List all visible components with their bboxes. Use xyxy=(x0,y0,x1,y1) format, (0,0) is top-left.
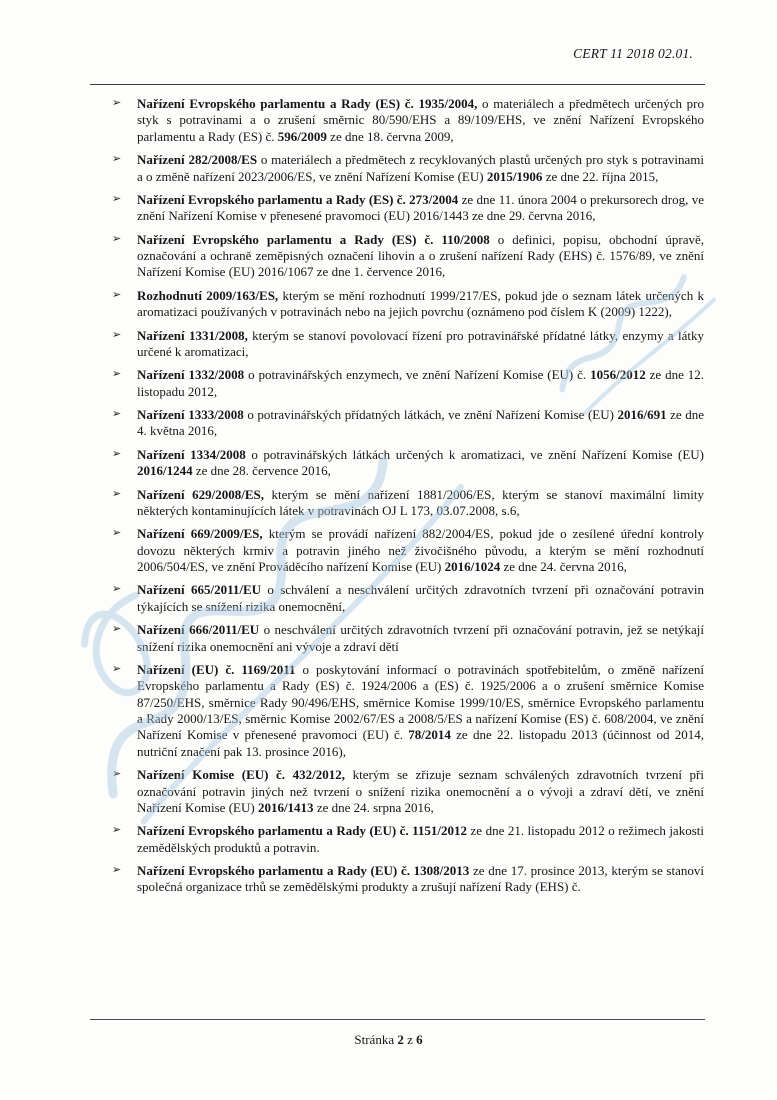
arrow-bullet-icon: ➢ xyxy=(112,192,122,205)
regulation-text: Nařízení 1333/2008 o potravinářských přídatných látkách, ve znění Nařízení Komise (EU) 2016/691 ze dne 4. května 2016, xyxy=(137,407,705,439)
regulation-item xyxy=(112,582,704,615)
arrow-bullet-icon: ➢ xyxy=(112,408,122,420)
regulation-item xyxy=(112,367,704,400)
arrow-bullet-icon: ➢ xyxy=(112,447,122,460)
arrow-bullet-icon: ➢ xyxy=(112,583,122,596)
regulation-item xyxy=(112,487,704,520)
regulation-text: Nařízení Evropského parlamentu a Rady (ES) č. 110/2008 o definici, popisu, obchodní úpravě, označování a ochraně zeměpisných označení lihovin a o zrušení nařízení Rady (EHS) č. 1576/89, ve znění Nařízení Komise (EU) 2016/1067 ze dne 1. července 2016, xyxy=(137,231,704,280)
arrow-bullet-icon: ➢ xyxy=(112,368,122,381)
page-total: 6 xyxy=(416,1032,423,1047)
arrow-bullet-icon: ➢ xyxy=(112,153,122,166)
regulation-item xyxy=(112,192,704,225)
regulation-text: Nařízení Komise (EU) č. 432/2012, kterým se zřizuje seznam schválených zdravotních tvrzení při označování potravin jiných než tvrzení o snížení rizika onemocnění a o vývoji a zdraví dětí, ve znění Nařízení Komise (EU) 2016/1413 ze dne 24. srpna 2016, xyxy=(137,767,704,815)
arrow-bullet-icon: ➢ xyxy=(112,824,122,837)
regulation-item xyxy=(112,328,704,361)
regulation-item xyxy=(112,622,704,655)
regulation-item xyxy=(112,823,704,856)
regulation-text: Nařízení Evropského parlamentu a Rady (ES) č. 273/2004 ze dne 11. února 2004 o prekursorech drog, ve znění Nařízení Komise v přenesené pravomoci (EU) 2016/1443 ze dne 29. června 2016, xyxy=(137,191,704,224)
regulation-item xyxy=(112,96,704,145)
regulation-item xyxy=(112,662,704,760)
arrow-bullet-icon: ➢ xyxy=(112,487,122,500)
regulation-text: Nařízení 1332/2008 o potravinářských enzymech, ve znění Nařízení Komise (EU) č. 1056/2012 ze dne 12. listopadu 2012, xyxy=(137,367,705,399)
regulation-text: Nařízení 1334/2008 o potravinářských látkách určených k aromatizaci, ve znění Nařízení Komise (EU) 2016/1244 ze dne 28. července 2016, xyxy=(137,446,704,479)
regulation-item xyxy=(112,288,704,321)
document-code: CERT 11 2018 02.01. xyxy=(573,46,693,61)
regulation-list-container xyxy=(112,96,704,903)
arrow-bullet-icon: ➢ xyxy=(112,288,122,301)
page-of-word: z xyxy=(403,1032,417,1047)
regulation-item xyxy=(112,407,704,440)
arrow-bullet-icon: ➢ xyxy=(112,662,122,675)
regulation-text: Nařízení 282/2008/ES o materiálech a předmětech z recyklovaných plastů určených pro styk s potravinami a o změně nařízení 2023/2006/ES, ve znění Nařízení Komise (EU) 2015/1906 ze dne 22. října 2015, xyxy=(137,152,704,184)
regulation-item xyxy=(112,152,704,185)
regulation-text: Nařízení 1331/2008, kterým se stanoví povolovací řízení pro potravinářské přídatné látky, enzymy a látky určené k aromatizaci, xyxy=(137,327,704,359)
header-rule xyxy=(90,84,705,85)
arrow-bullet-icon: ➢ xyxy=(112,623,122,636)
page-word: Stránka xyxy=(354,1032,398,1047)
regulation-text: Nařízení 669/2009/ES, kterým se provádí nařízení 882/2004/ES, pokud jde o zesílené úřední kontroly dovozu některých krmiv a potravin jiného než živočišného původu, a kterým se mění rozhodnutí 2006/504/ES, ve znění Prováděcího nařízení Komise (EU) 2016/1024 ze dne 24. června 2016, xyxy=(137,526,704,574)
regulation-text: Nařízení 665/2011/EU o schválení a neschválení určitých zdravotních tvrzení při označování potravin týkajících se snížení rizika onemocnění, xyxy=(137,582,705,614)
regulation-text: Nařízení (EU) č. 1169/2011 o poskytování informací o potravinách spotřebitelům, o změně nařízení Evropského parlamentu a Rady (ES) č. 1924/2006 a (ES) č. 1925/2006 a o zrušení směrnice Komise 87/250/EHS, směrnice Rady 90/496/EHS, směrnice Komise 1999/10/ES, směrnice Evropského parlamentu a Rady 2000/13/ES, směrnic Komise 2002/67/ES a 2008/5/ES a nařízení Komise (ES) č. 608/2004, ve znění Nařízení Komise v přenesené pravomoci (EU) č. 78/2014 ze dne 22. listopadu 2013 (účinnost od 2014, nutriční značení pak 13. prosince 2016), xyxy=(137,661,704,759)
regulation-item xyxy=(112,863,704,896)
regulation-text: Nařízení 629/2008/ES, kterým se mění nařízení 1881/2006/ES, kterým se stanoví maximální limity některých kontaminujících látek v potravinách OJ L 173, 03.07.2008, s.6, xyxy=(137,486,705,518)
regulation-item xyxy=(112,767,704,816)
regulation-text: Nařízení Evropského parlamentu a Rady (ES) č. 1935/2004, o materiálech a předmětech určených pro styk s potravinami a o zrušení směrnic 80/590/EHS a 89/109/EHS, ve znění Nařízení Evropského parlamentu a Rady (ES) č. 596/2009 ze dne 18. června 2009, xyxy=(137,96,705,144)
arrow-bullet-icon: ➢ xyxy=(112,768,122,781)
arrow-bullet-icon: ➢ xyxy=(112,328,122,341)
footer-rule xyxy=(90,1019,705,1020)
arrow-bullet-icon: ➢ xyxy=(112,864,122,876)
regulation-text: Rozhodnutí 2009/163/ES, kterým se mění rozhodnutí 1999/217/ES, pokud jde o seznam látek určených k aromatizaci používaných v potravinách nebo na jejich povrchu (oznámeno pod číslem K (2009) 1222), xyxy=(137,287,704,320)
regulation-text: Nařízení Evropského parlamentu a Rady (EU) č. 1151/2012 ze dne 21. listopadu 2012 o režimech jakosti zemědělských produktů a potravin. xyxy=(137,823,704,855)
arrow-bullet-icon: ➢ xyxy=(112,97,122,109)
regulation-item xyxy=(112,232,704,281)
page-current: 2 xyxy=(397,1032,404,1047)
regulation-list xyxy=(112,96,704,896)
regulation-text: Nařízení Evropského parlamentu a Rady (EU) č. 1308/2013 ze dne 17. prosince 2013, kterým se stanoví společná organizace trhů se zemědělskými produkty a zrušují nařízení Rady (EHS) č. xyxy=(137,863,704,895)
arrow-bullet-icon: ➢ xyxy=(112,232,122,245)
regulation-item xyxy=(112,447,704,480)
regulation-text: Nařízení 666/2011/EU o neschválení určitých zdravotních tvrzení při označování potravin, jež se netýkají snížení rizika onemocnění ani vývoje a zdraví dětí xyxy=(137,622,705,654)
page-number xyxy=(0,1032,777,1048)
arrow-bullet-icon: ➢ xyxy=(112,527,122,540)
regulation-item xyxy=(112,526,704,575)
